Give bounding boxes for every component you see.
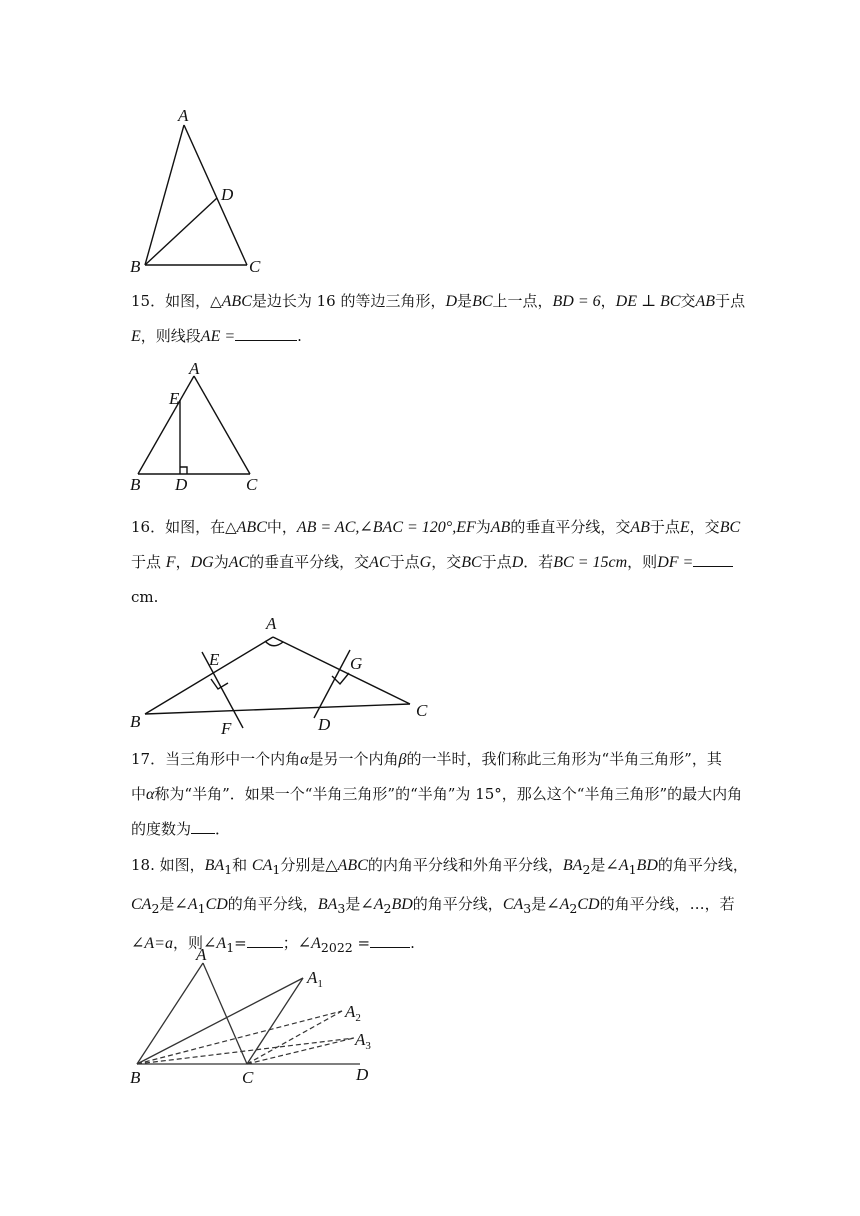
figure-triangle-abd — [120, 105, 280, 285]
question-17 — [131, 742, 743, 846]
figure-14-svg — [120, 105, 280, 285]
segment-ca2 — [247, 1011, 342, 1064]
label-b: B — [130, 257, 141, 276]
label-e: E — [169, 389, 180, 408]
segment-ab — [138, 376, 194, 474]
label-b: B — [130, 1068, 141, 1087]
right-angle-mark-g — [332, 673, 349, 684]
question-17-line-3: 的度数为 ． — [131, 820, 231, 838]
label-c: C — [242, 1068, 254, 1087]
label-g: G — [350, 654, 363, 673]
segment-bd — [145, 198, 217, 265]
question-15-line-2: E，则线段AE = . — [131, 327, 302, 345]
segment-ab — [145, 125, 184, 265]
label-a1: $A_1$ — [307, 968, 323, 990]
segment-ab — [137, 963, 203, 1064]
segment-ca1 — [247, 978, 303, 1064]
figure-15-svg — [120, 360, 280, 500]
label-d: D — [318, 715, 331, 734]
segment-ab — [145, 637, 273, 714]
label-b: B — [130, 712, 141, 731]
figure-16-svg — [120, 612, 450, 742]
angle-arc-a — [265, 641, 283, 646]
question-18-line-2: $CA_2$是$\angle A_1CD$的角平分线，$BA_3$是$\angle A_2BD$的角平分线，$CA_3$是$\angle A_2CD$的角平分线，…，若 — [131, 895, 735, 916]
question-16-line-1: 16．如图，在△ABC中，AB = AC,∠BAC = 120°,EF为AB的垂直平分线，交AB于点E，交BC — [131, 518, 741, 536]
label-a2: $A_2$ — [345, 1002, 361, 1024]
segment-bc — [145, 704, 410, 714]
label-e: E — [209, 650, 220, 669]
question-17-line-1: 17．当三角形中一个内角α是另一个内角β的一半时，我们称此三角形为“半角三角形”，其 — [131, 750, 722, 768]
segment-ac — [273, 637, 410, 704]
segment-ac — [194, 376, 250, 474]
label-a: A — [196, 945, 207, 964]
question-15 — [131, 284, 746, 354]
figure-equilateral-triangle — [120, 360, 280, 500]
question-18-line-3: ∠A=a，则$\angle A_1=$ ；$\angle A_{2022}$ = . — [131, 934, 415, 955]
question-16-line-2: 于点 F，DG为AC的垂直平分线，交AC于点G，交BC于点D．若BC = 15cm，则DF = — [131, 545, 731, 580]
answer-blank[interactable] — [235, 326, 297, 341]
question-17-line-2: 中α称为“半角”．如果一个“半角三角形”的“半角”为 15°，那么这个“半角三角形”的最大内角 — [131, 785, 743, 803]
label-f: F — [221, 719, 232, 738]
question-15-line-1: 15．如图，△ABC是边长为 16 的等边三角形，D是BC上一点，BD = 6，DE ⊥ BC交AB于点 — [131, 292, 746, 310]
figure-obtuse-triangle-bisectors — [120, 612, 450, 742]
segment-ca3 — [247, 1038, 354, 1064]
label-d: D — [221, 185, 234, 204]
label-a3: $A_3$ — [355, 1030, 371, 1052]
label-c: C — [249, 257, 261, 276]
segment-ac — [203, 963, 247, 1064]
question-18-line-1: 18. 如图，$BA_1$和 $CA_1$分别是△ABC的内角平分线和外角平分线，$BA_2$是$\angle A_1BD$的角平分线， — [131, 856, 748, 877]
label-d: D — [356, 1065, 369, 1084]
label-c: C — [246, 475, 258, 494]
label-c: C — [416, 701, 428, 720]
segment-ba1 — [137, 978, 303, 1064]
right-angle-mark — [180, 467, 187, 474]
figure-18-svg — [120, 945, 390, 1090]
question-16 — [131, 510, 741, 614]
segment-ba2 — [137, 1011, 342, 1064]
question-16-line-3: cm. — [131, 588, 159, 606]
label-b: B — [130, 475, 141, 494]
answer-blank[interactable] — [191, 819, 215, 834]
label-d: D — [175, 475, 188, 494]
label-a: A — [266, 614, 277, 633]
label-a: A — [178, 106, 189, 125]
answer-blank[interactable] — [693, 552, 733, 567]
figure-angle-bisectors — [120, 945, 390, 1090]
segment-ac — [184, 125, 247, 265]
label-a: A — [189, 359, 200, 378]
